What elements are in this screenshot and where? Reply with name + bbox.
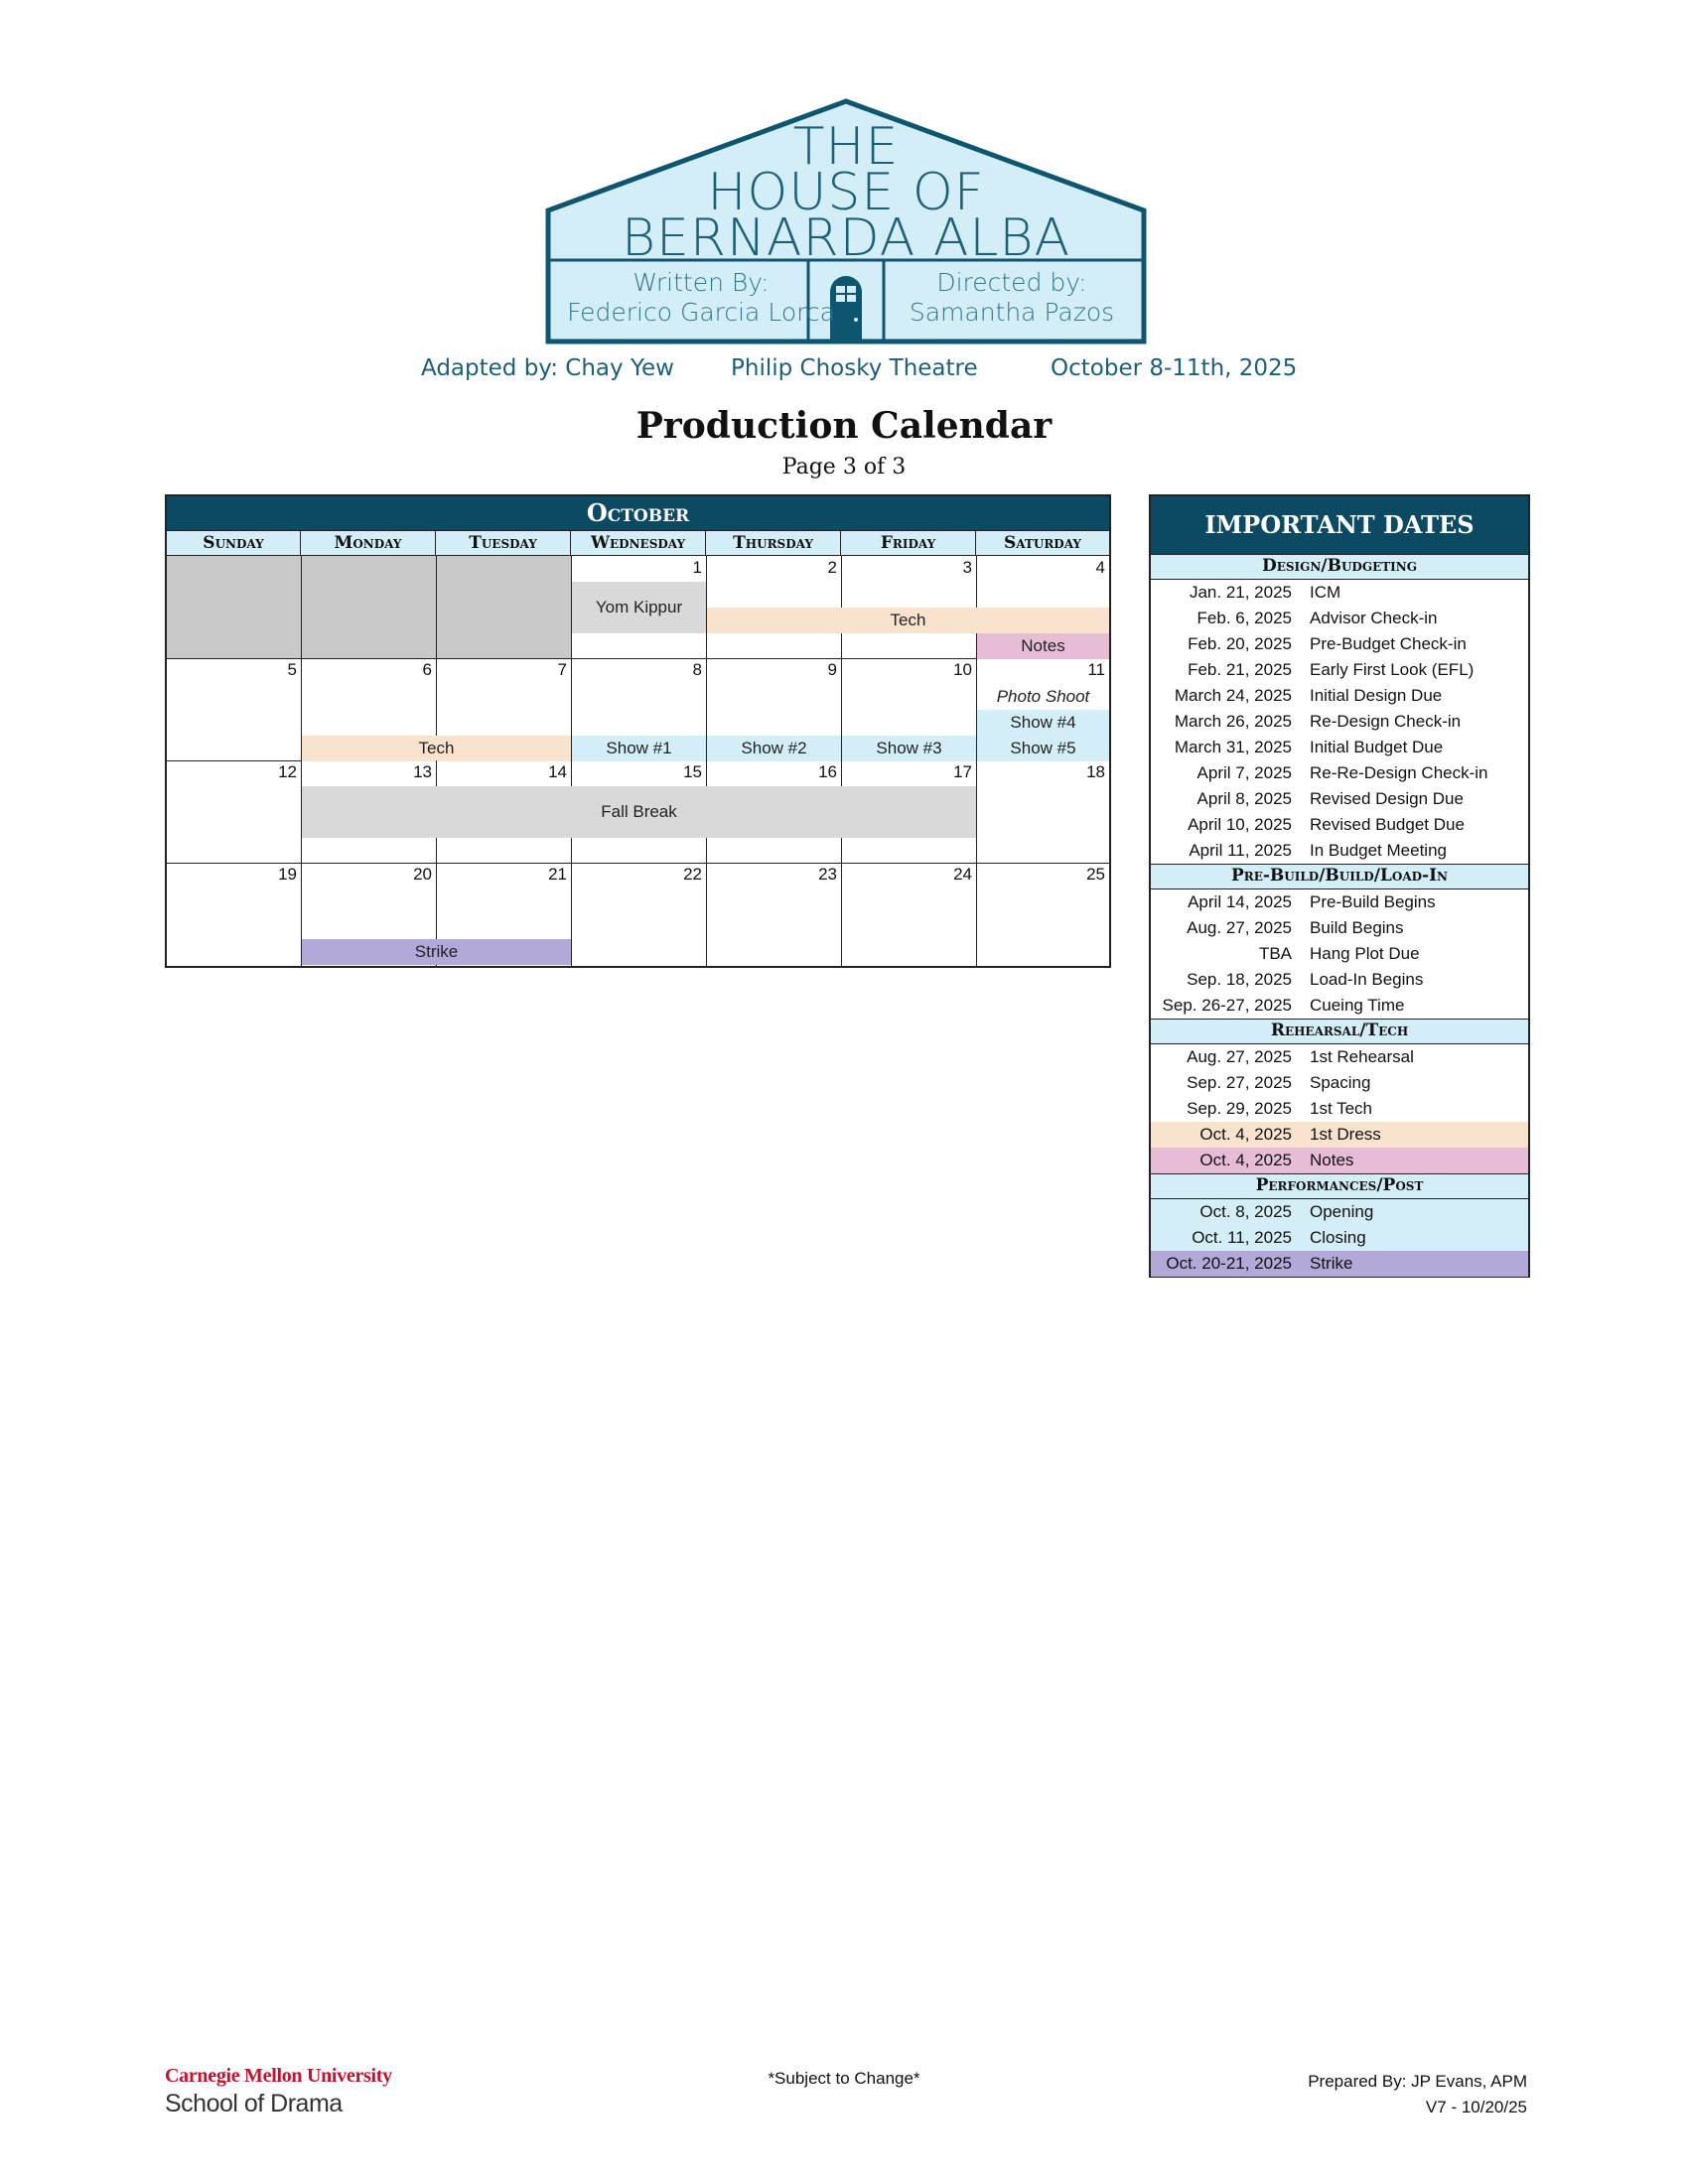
date-row	[1151, 941, 1528, 967]
calendar-month-header: October	[167, 496, 1109, 530]
day-number: 5	[287, 660, 297, 679]
date-event: Closing	[1310, 1228, 1366, 1247]
date-row	[1151, 1096, 1528, 1122]
date-event: Opening	[1310, 1202, 1374, 1221]
dow-friday: Friday	[841, 531, 976, 555]
date-event: 1st Tech	[1310, 1099, 1373, 1118]
date-value: April 7, 2025	[1196, 763, 1292, 782]
event-show-4: Show #4	[977, 710, 1109, 736]
calendar-week-1	[167, 556, 1109, 659]
date-value: Feb. 6, 2025	[1196, 609, 1292, 627]
date-value: March 26, 2025	[1174, 712, 1292, 731]
day-number: 24	[953, 865, 972, 884]
date-event: Spacing	[1310, 1073, 1371, 1092]
date-event: ICM	[1310, 583, 1341, 602]
adapted-by: Adapted by: Chay Yew	[421, 355, 674, 381]
date-row	[1151, 580, 1528, 606]
day-number: 7	[557, 660, 567, 679]
university-name: Carnegie Mellon University	[165, 2065, 392, 2087]
date-value: Oct. 8, 2025	[1199, 1202, 1292, 1221]
dow-monday: Monday	[301, 531, 436, 555]
dow-sunday: Sunday	[167, 531, 301, 555]
day-number: 3	[962, 558, 972, 577]
day-number: 23	[818, 865, 837, 884]
calendar-week-3	[167, 760, 1109, 864]
date-row	[1151, 1225, 1528, 1251]
date-row	[1151, 683, 1528, 709]
dow-saturday: Saturday	[1004, 533, 1081, 553]
date-event: 1st Rehearsal	[1310, 1047, 1414, 1066]
calendar-week-2	[167, 658, 1109, 761]
date-row	[1151, 735, 1528, 760]
day-number: 8	[692, 660, 702, 679]
date-event: In Budget Meeting	[1310, 841, 1447, 860]
date-row	[1151, 889, 1528, 915]
date-row	[1151, 812, 1528, 838]
date-row	[1151, 967, 1528, 993]
date-event: 1st Dress	[1310, 1125, 1381, 1144]
school-name: School of Drama	[165, 2090, 343, 2117]
date-event: Revised Design Due	[1310, 789, 1464, 808]
date-value: Sep. 29, 2025	[1187, 1099, 1292, 1118]
day-number: 2	[827, 558, 837, 577]
day-number: 16	[818, 762, 837, 781]
performance-dates: October 8-11th, 2025	[1051, 355, 1298, 381]
subject-to-change-note: *Subject to Change*	[768, 2069, 920, 2088]
logo-title-line3: BERNARDA ALBA	[621, 208, 1071, 268]
date-event: Cueing Time	[1310, 996, 1405, 1015]
date-value: Oct. 4, 2025	[1199, 1125, 1292, 1144]
date-event: Strike	[1310, 1254, 1353, 1273]
day-of-week-row	[167, 530, 1109, 556]
show-logo	[544, 97, 1148, 345]
event-tech: Tech	[302, 736, 571, 761]
date-value: April 11, 2025	[1189, 841, 1292, 860]
date-value: TBA	[1258, 944, 1292, 963]
day-number: 25	[1086, 865, 1105, 884]
directed-by-label: Directed by:	[936, 268, 1087, 297]
written-by-label: Written By:	[633, 268, 770, 297]
day-number: 17	[953, 762, 972, 781]
date-value: Oct. 4, 2025	[1199, 1151, 1292, 1169]
date-value: Sep. 26-27, 2025	[1162, 996, 1292, 1015]
section-design-budgeting: Design/Budgeting	[1151, 554, 1528, 580]
day-number: 20	[413, 865, 432, 884]
page-number: Page 3 of 3	[781, 455, 907, 479]
dow-wednesday: Wednesday	[571, 531, 706, 555]
event-show-3: Show #3	[842, 736, 976, 761]
day-number: 21	[548, 865, 567, 884]
written-by-name: Federico Garcia Lorca	[567, 298, 835, 327]
event-tech: Tech	[707, 608, 1109, 633]
event-strike: Strike	[302, 939, 571, 965]
date-row	[1151, 786, 1528, 812]
date-row	[1151, 838, 1528, 864]
written-by-block	[552, 268, 850, 328]
day-number: 19	[278, 865, 297, 884]
date-event: Build Begins	[1310, 918, 1404, 937]
event-photo-shoot: Photo Shoot	[996, 687, 1090, 706]
date-value: Sep. 27, 2025	[1187, 1073, 1292, 1092]
date-value: Feb. 21, 2025	[1188, 660, 1292, 679]
date-row	[1151, 915, 1528, 941]
section-performances-post: Performances/Post	[1151, 1173, 1528, 1199]
october-calendar	[165, 494, 1111, 968]
empty-days	[167, 556, 571, 658]
venue: Philip Chosky Theatre	[731, 355, 978, 381]
logo-title-line1: THE	[792, 117, 900, 177]
date-value: Aug. 27, 2025	[1187, 918, 1292, 937]
day-number: 14	[548, 762, 567, 781]
day-number: 13	[413, 762, 432, 781]
date-event: Initial Design Due	[1310, 686, 1443, 705]
event-show-5: Show #5	[977, 736, 1109, 761]
day-number: 9	[827, 660, 837, 679]
day-number: 18	[1086, 762, 1105, 781]
event-notes: Notes	[977, 633, 1109, 659]
date-value: March 24, 2025	[1174, 686, 1292, 705]
event-fall-break: Fall Break	[302, 786, 976, 838]
date-event: Load-In Begins	[1310, 970, 1424, 989]
date-row	[1151, 1251, 1528, 1277]
date-row	[1151, 1122, 1528, 1148]
date-event: Pre-Build Begins	[1310, 892, 1436, 911]
date-event: Revised Budget Due	[1310, 815, 1465, 834]
version: V7 - 10/20/25	[1425, 2098, 1527, 2116]
date-row	[1151, 657, 1528, 683]
date-event: Notes	[1310, 1151, 1354, 1169]
important-dates-panel	[1149, 494, 1530, 1278]
section-rehearsal-tech: Rehearsal/Tech	[1151, 1019, 1528, 1044]
date-event: Initial Budget Due	[1310, 738, 1444, 756]
date-value: Aug. 27, 2025	[1187, 1047, 1292, 1066]
date-value: March 31, 2025	[1174, 738, 1292, 756]
date-event: Re-Re-Design Check-in	[1310, 763, 1488, 782]
day-number: 4	[1095, 558, 1105, 577]
date-event: Pre-Budget Check-in	[1310, 634, 1467, 653]
day-number: 1	[692, 558, 702, 577]
date-event: Hang Plot Due	[1310, 944, 1420, 963]
event-yom-kippur: Yom Kippur	[572, 582, 706, 633]
section-build-load-in: Pre-Build/Build/Load-In	[1151, 864, 1528, 889]
date-row	[1151, 606, 1528, 631]
date-value: Jan. 21, 2025	[1189, 583, 1292, 602]
date-value: April 14, 2025	[1188, 892, 1292, 911]
date-row	[1151, 1148, 1528, 1173]
date-value: April 8, 2025	[1196, 789, 1292, 808]
date-row	[1151, 709, 1528, 735]
date-value: Feb. 20, 2025	[1188, 634, 1292, 653]
prepared-by-block	[1308, 2069, 1527, 2120]
date-row	[1151, 1044, 1528, 1070]
date-row	[1151, 993, 1528, 1019]
day-number: 22	[683, 865, 702, 884]
directed-by-block	[884, 268, 1140, 328]
page-title: Production Calendar	[635, 405, 1053, 447]
event-show-1: Show #1	[572, 736, 706, 761]
date-event: Re-Design Check-in	[1310, 712, 1462, 731]
dow-thursday: Thursday	[706, 531, 841, 555]
date-row	[1151, 631, 1528, 657]
date-value: Oct. 11, 2025	[1192, 1228, 1292, 1247]
day-number: 11	[1087, 660, 1105, 679]
important-dates-title: IMPORTANT DATES	[1151, 496, 1528, 554]
prepared-by: Prepared By: JP Evans, APM	[1308, 2072, 1527, 2091]
date-row	[1151, 760, 1528, 786]
date-event: Early First Look (EFL)	[1310, 660, 1475, 679]
dow-tuesday: Tuesday	[436, 531, 571, 555]
day-number: 12	[278, 762, 297, 781]
logo-title-line2: HOUSE OF	[707, 163, 985, 222]
date-row	[1151, 1070, 1528, 1096]
date-row	[1151, 1199, 1528, 1225]
day-number: 15	[683, 762, 702, 781]
date-value: Sep. 18, 2025	[1187, 970, 1292, 989]
directed-by-name: Samantha Pazos	[909, 298, 1115, 327]
date-value: April 10, 2025	[1188, 815, 1292, 834]
date-value: Oct. 20-21, 2025	[1166, 1254, 1292, 1273]
day-number: 10	[953, 660, 972, 679]
day-number: 6	[422, 660, 432, 679]
event-show-2: Show #2	[707, 736, 841, 761]
calendar-week-4	[167, 863, 1109, 966]
date-event: Advisor Check-in	[1310, 609, 1438, 627]
